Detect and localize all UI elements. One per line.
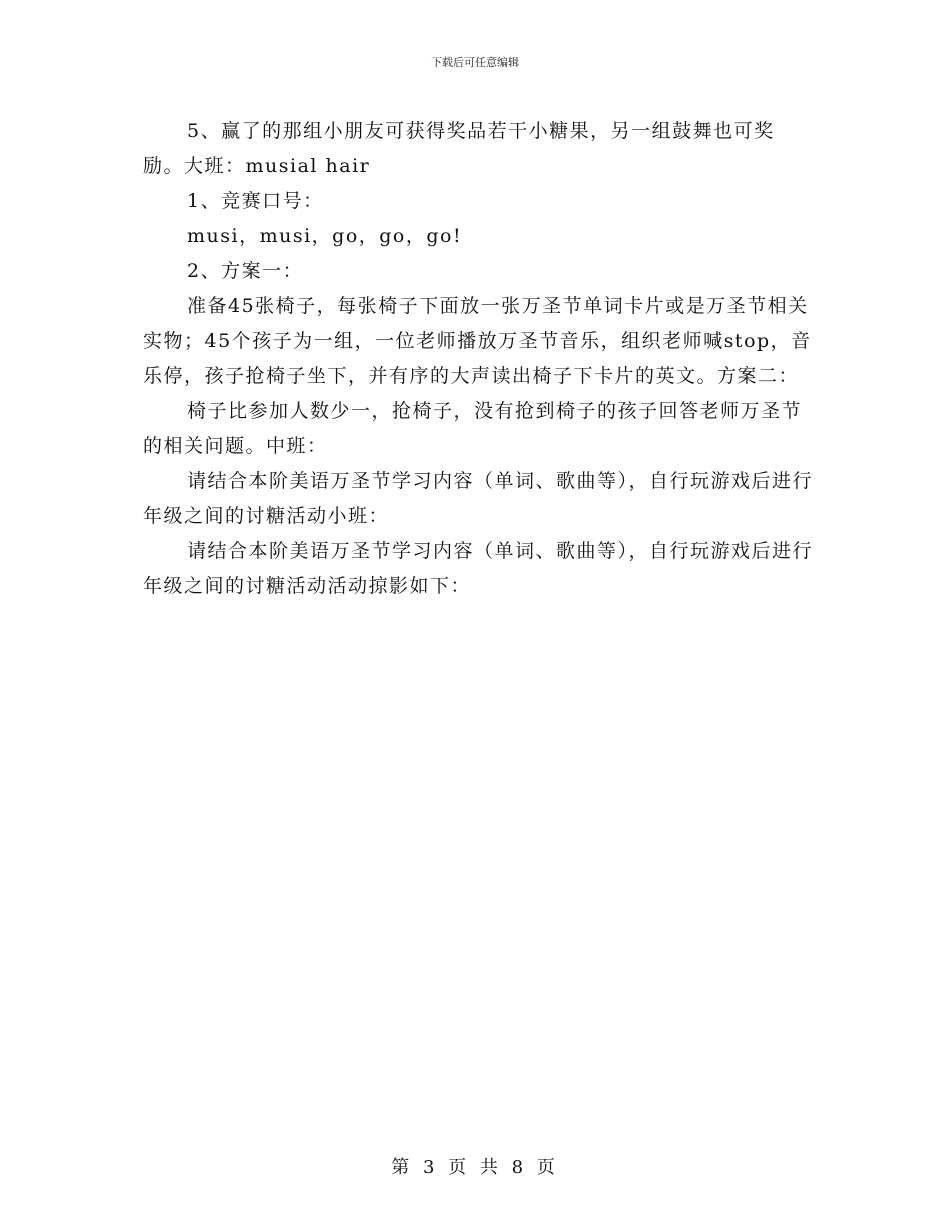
page-number: 第 3 页 共 8 页 — [391, 1157, 559, 1178]
paragraph-plan-one-heading: 2、方案一： — [187, 260, 304, 282]
paragraph-plan-two: 椅子比参加人数少一，抢椅子，没有抢到椅子的孩子回答老师万圣节的相关问题。中班： — [143, 400, 803, 457]
paragraph-slogan: musi，musi，go，go，go! — [187, 225, 463, 247]
paragraph-middle-class: 请结合本阶美语万圣节学习内容（单词、歌曲等），自行玩游戏后进行年级之间的讨糖活动小班： — [143, 470, 814, 527]
document-body — [143, 114, 813, 604]
paragraph-prize: 5、赢了的那组小朋友可获得奖品若干小糖果，另一组鼓舞也可奖励。大班：musial hair — [143, 120, 775, 177]
paragraph-small-class: 请结合本阶美语万圣节学习内容（单词、歌曲等），自行玩游戏后进行年级之间的讨糖活动活动掠影如下： — [143, 540, 814, 597]
paragraph-slogan-heading: 1、竞赛口号： — [187, 190, 324, 212]
paragraph-plan-one: 准备45张椅子，每张椅子下面放一张万圣节单词卡片或是万圣节相关实物；45个孩子为一组，一位老师播放万圣节音乐，组织老师喊stop，音乐停，孩子抢椅子坐下，并有序的大声读出椅子下卡片的英文。方案二： — [143, 295, 812, 387]
page-header: 下载后可任意编辑 — [431, 56, 519, 69]
